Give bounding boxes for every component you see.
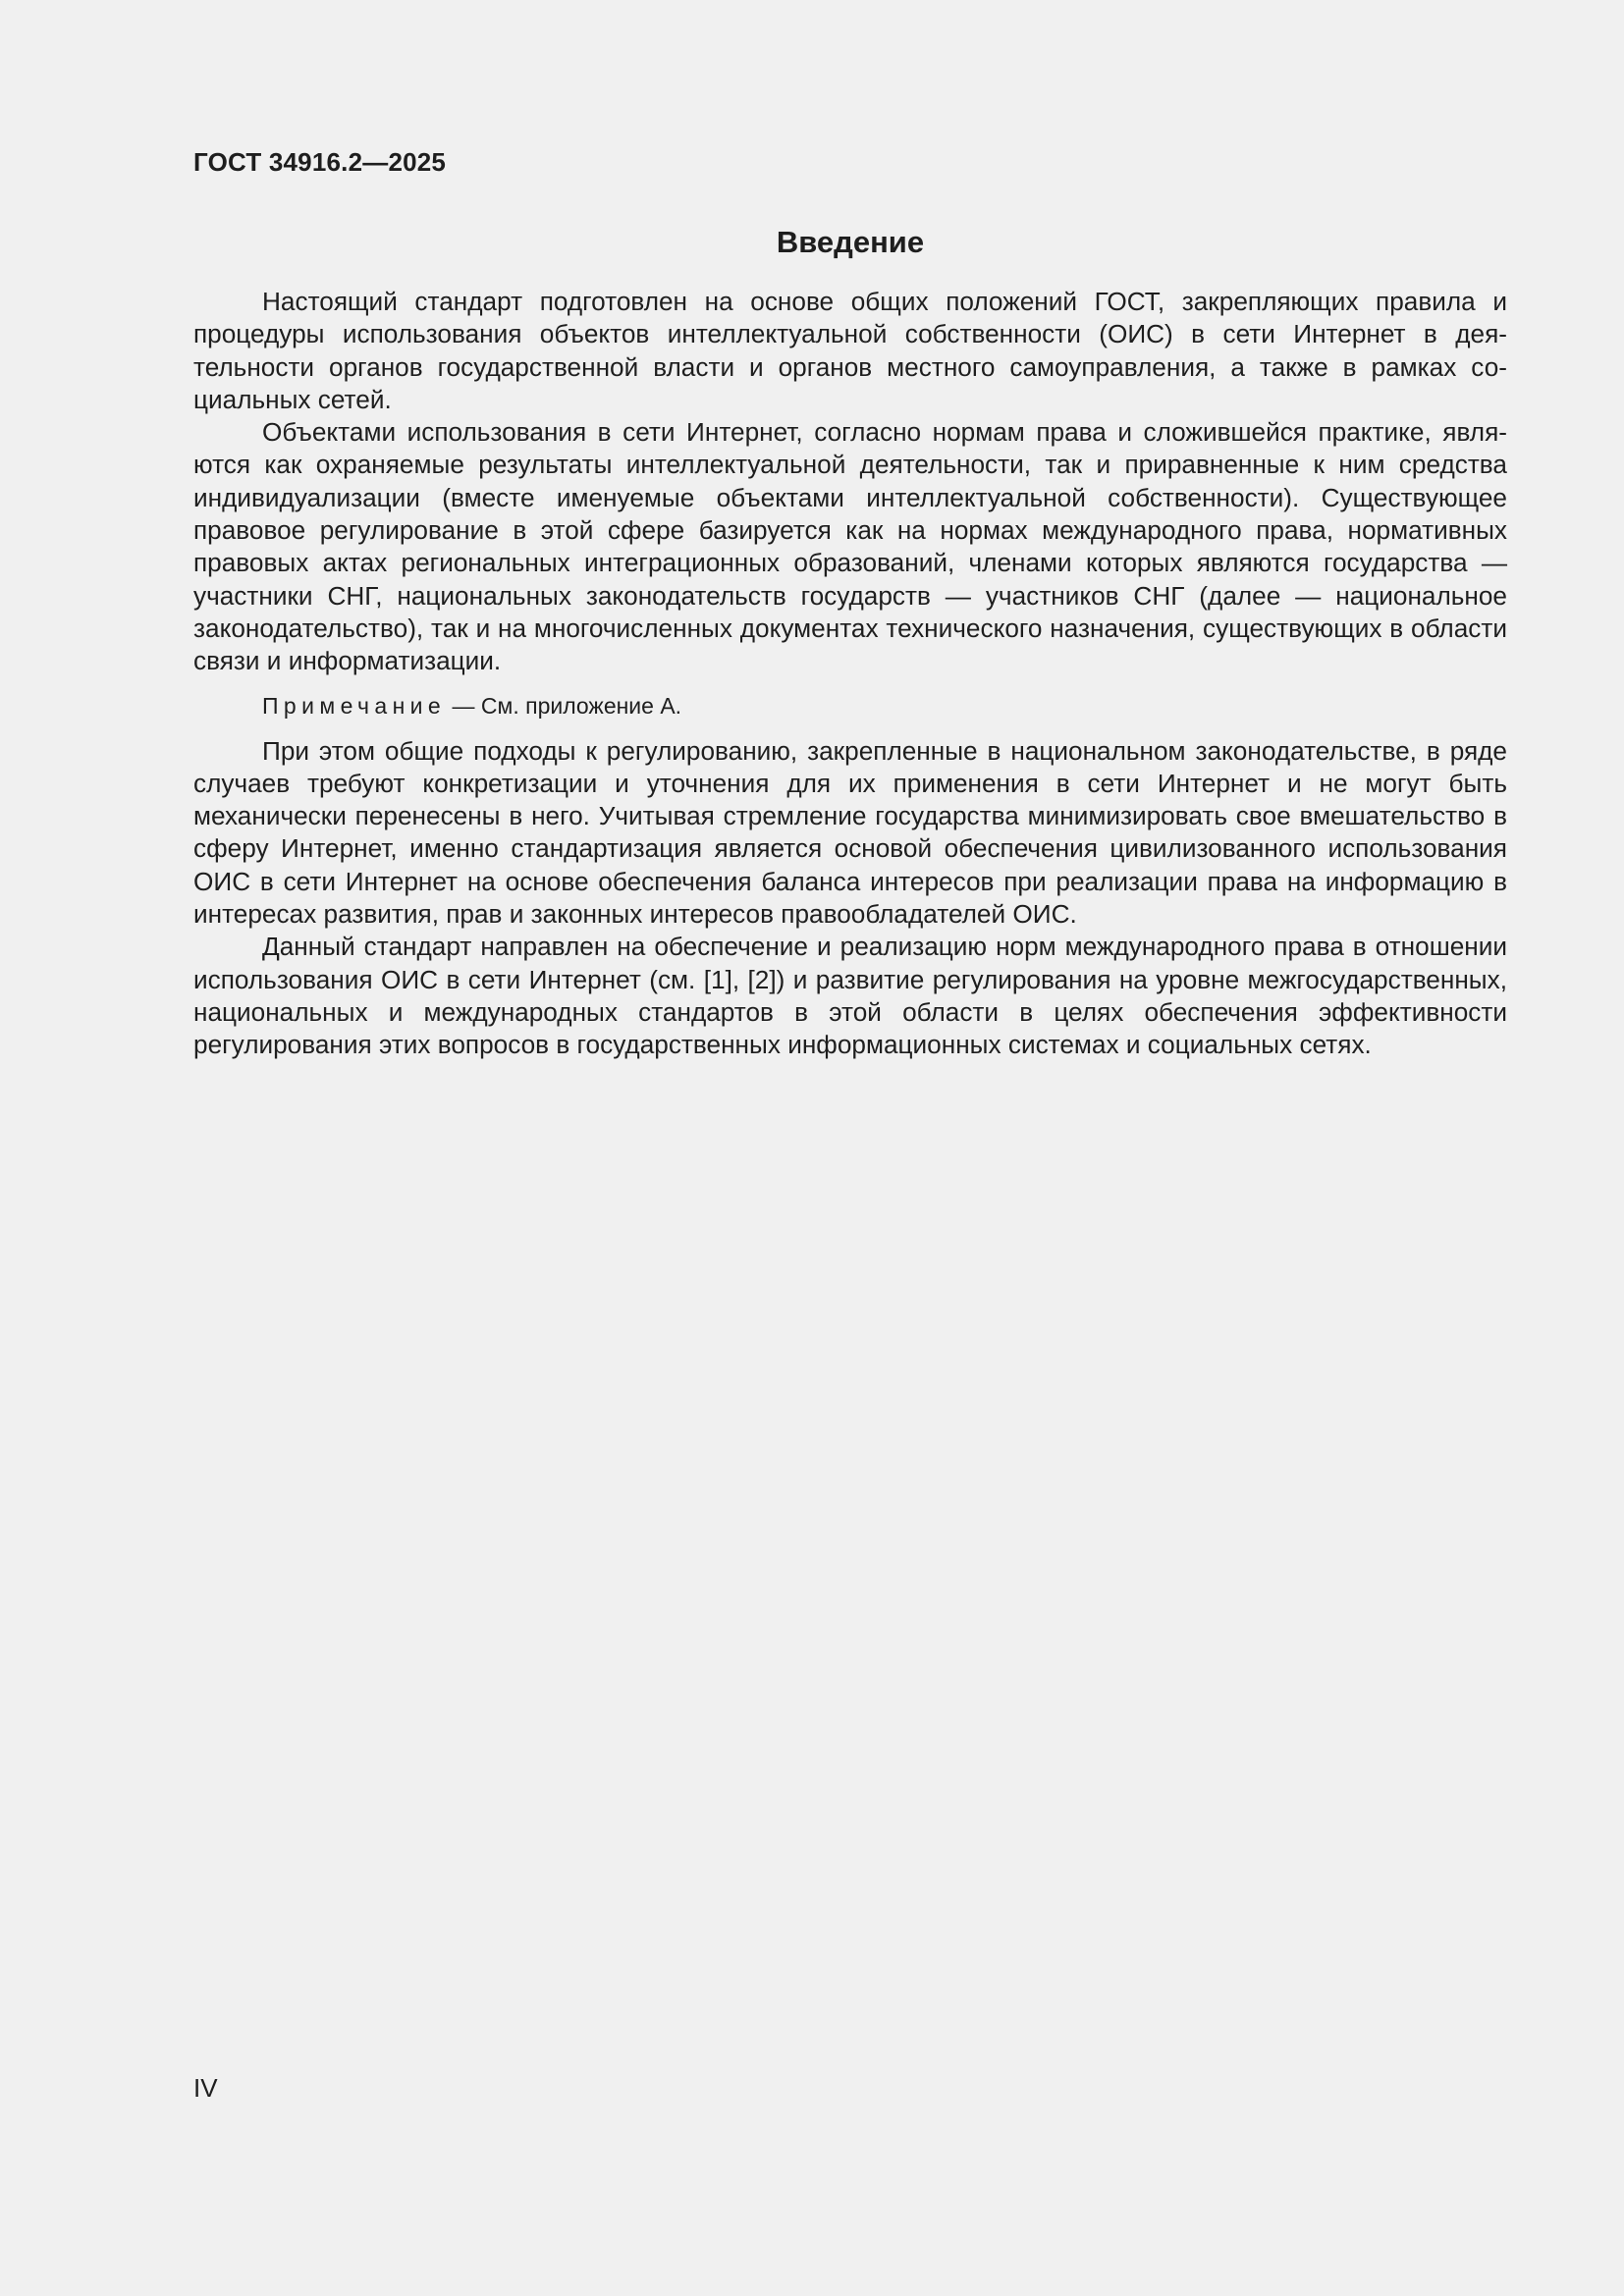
body-text	[193, 286, 1507, 1062]
paragraph: Настоящий стандарт подготовлен на основе общих положений ГОСТ, закрепляющих правила и процедуры использования объектов интеллектуальной собственности (ОИС) в сети Интернет в деятельности органов государственной власти и органов местного самоуправления, а также в рамках социальных сетей.	[193, 287, 1507, 414]
paragraph: При этом общие подходы к регулированию, закрепленные в национальном законодательстве, в ряде случаев требуют конкретизации и уточнения для их применения в сети Интернет и не могут быть механически перенесены в него. Учитывая стремление государства минимизировать свое вмешательство в сферу Интернет, именно стандартизация является основой обеспечения цивилизованного использования ОИС в сети Интернет на основе обеспечения баланса интересов при реализации права на информацию в интересах развития, прав и законных интересов правообладателей ОИС.	[193, 735, 1507, 930]
note-text: — См. приложение А.	[452, 692, 682, 719]
note-label: Примечание	[262, 692, 447, 719]
note	[193, 690, 1507, 722]
section-title: Введение	[776, 225, 925, 259]
page-number: IV	[193, 2073, 218, 2103]
paragraph: Объектами использования в сети Интернет, согласно нормам права и сложившейся практике, являются как охраняемые результаты интеллектуальной деятельности, так и приравненные к ним средства индивидуализации (вместе именуемые объектами интеллектуальной собственности). Существующее правовое регулирование в этой сфере базируется как на нормах международного права, нормативных правовых актах региональных интеграционных образований, членами которых являются государства — участники СНГ, национальных законодательств государств — участников СНГ (далее — национальное законодательство), так и на многочисленных документах технического назначения, существующих в области связи и информатизации.	[193, 417, 1507, 676]
document-code: ГОСТ 34916.2—2025	[193, 147, 447, 177]
paragraph: Данный стандарт направлен на обеспечение и реализацию норм международного права в отношении использования ОИС в сети Интернет (см. [1], [2]) и развитие регулирования на уровне межгосударственных, национальных и международных стандартов в этой области в целях обеспечения эффективности регулирования этих вопросов в государственных информационных системах и социальных сетях.	[193, 932, 1507, 1060]
document-page	[193, 0, 1507, 2296]
